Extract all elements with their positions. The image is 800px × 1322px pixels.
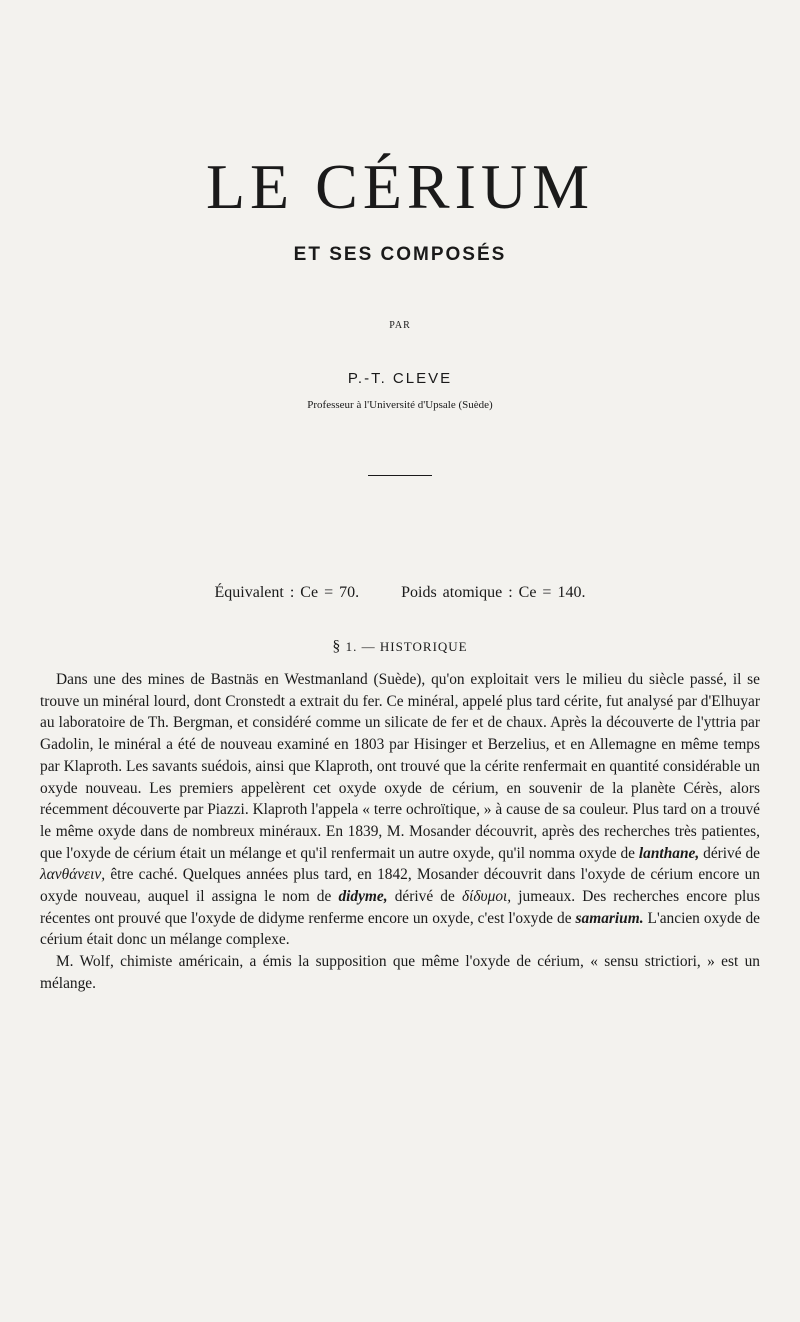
paragraph-1-part-4: dérivé de [394, 888, 455, 906]
body-text [40, 669, 760, 995]
equivalent-value: Équivalent : Ce = 70. [214, 584, 360, 601]
section-symbol: § [332, 638, 342, 655]
term-lanthane: lanthane, [638, 844, 700, 862]
paragraph-1-part-3: être caché. Quelques années plus tard, en 1842, Mosander découvrit dans l'oxyde de cérium encore un oxyde nouveau, auquel il assigna le nom de [40, 866, 760, 906]
section-dash: — [361, 639, 376, 654]
paragraph-1-part-6: L'ancien oxyde de cérium était donc un mélange complexe. [40, 909, 760, 949]
term-samarium: samarium. [575, 909, 644, 927]
greek-word-lanthanein: λανθάνειν, [40, 866, 106, 884]
page-subtitle: ET SES COMPOSÉS [293, 244, 507, 265]
section-title: HISTORIQUE [379, 639, 468, 654]
author-name: P.-T. CLEVE [347, 370, 453, 387]
page-title: LE CÉRIUM [205, 151, 595, 222]
paragraph-1 [40, 669, 760, 951]
greek-word-didymoi: δίδυμοι, [461, 888, 512, 906]
by-label: PAR [389, 320, 411, 331]
atomic-weight-value: Poids atomique : Ce = 140. [401, 584, 586, 601]
divider-rule [368, 475, 432, 476]
paragraph-1-part-2: dérivé de [703, 844, 760, 862]
paragraph-1-part-1: Dans une des mines de Bastnäs en Westmanland (Suède), qu'on exploitait vers le milieu du siècle passé, il se trouve un minéral lourd, dont Cronstedt a extrait du fer. Ce minéral, appelé plus tard cérite, fut analysé par d'Elhuyar au laboratoire de Th. Bergman, et considéré comme un silicate de fer et de chaux. Après la découverte de l'yttria par Gadolin, le minéral a été de nouveau examiné en 1803 par Hisinger et Berzelius, et en Allemagne en même temps par Klaproth. Les savants suédois, ainsi que Klaproth, ont trouvé que la cérite renfermait en quantité considérable un oxyde nouveau. Les premiers appelèrent cet oxyde oxyde de cérium, en souvenir de la planète Cérès, alors récemment découverte par Piazzi. Klaproth l'appela « terre ochroïtique, » à cause de sa couleur. Plus tard on a trouvé le même oxyde dans de nombreux minéraux. En 1839, M. Mosander découvrit, après des recherches très patientes, que l'oxyde de cérium était un mélange et qu'il renfermait un autre oxyde, qu'il nomma oxyde de [40, 671, 760, 862]
paragraph-1-part-5: jumeaux. Des recherches encore plus récentes ont prouvé que l'oxyde de didyme renferme encore un oxyde, c'est l'oxyde de [40, 888, 760, 927]
section-number: 1. [345, 639, 358, 654]
section-heading [0, 638, 800, 656]
author-affiliation: Professeur à l'Université d'Upsale (Suède) [307, 399, 493, 411]
term-didyme: didyme, [338, 888, 388, 906]
paragraph-2: M. Wolf, chimiste américain, a émis la supposition que même l'oxyde de cérium, « sensu strictiori, » est un mélange. [40, 953, 760, 992]
equivalent-line [0, 583, 800, 603]
